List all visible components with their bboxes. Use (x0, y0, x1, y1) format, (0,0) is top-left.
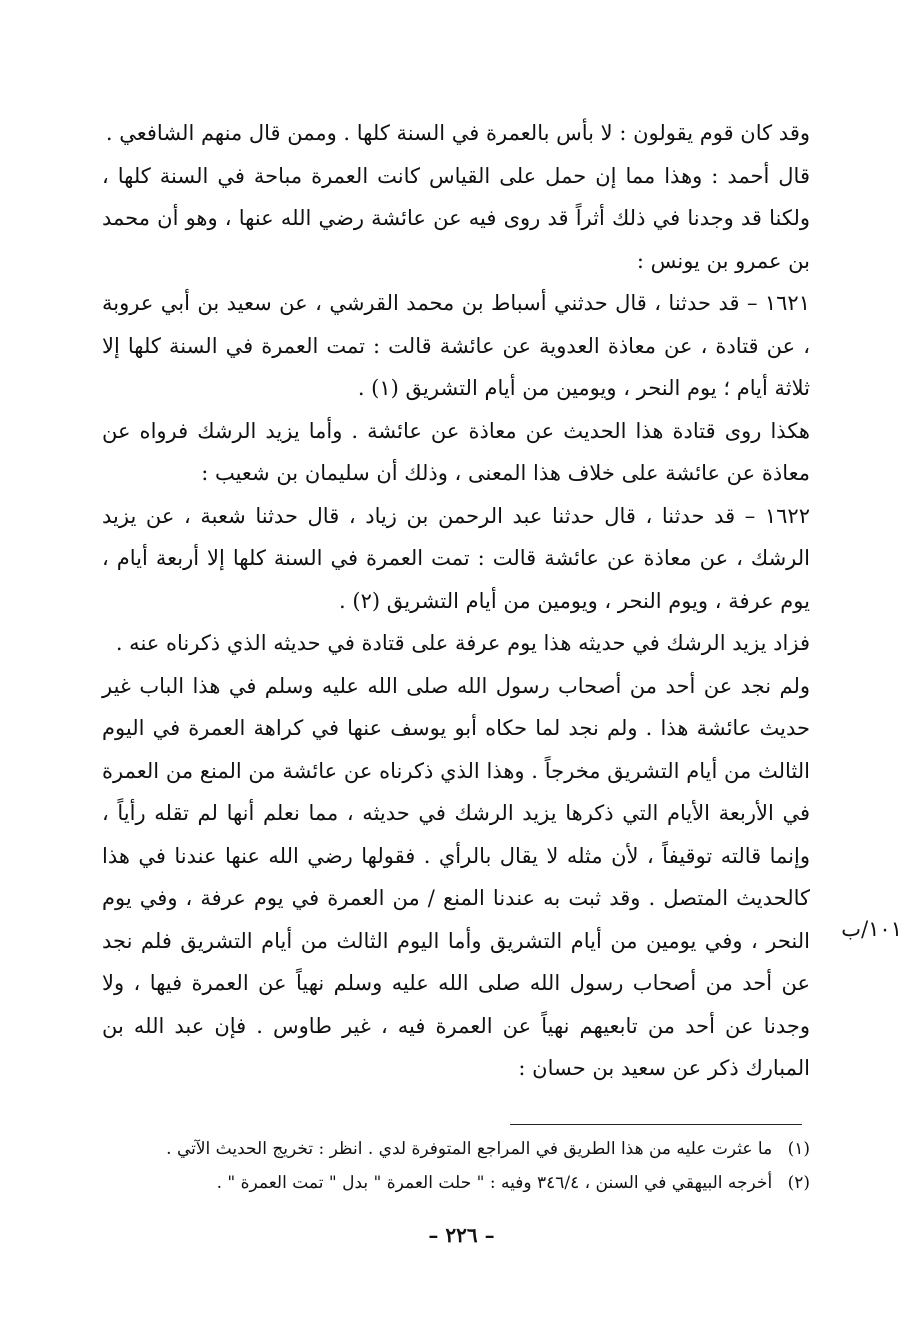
footnotes (102, 1132, 810, 1200)
manuscript-folio-note: ١٠١/ب (841, 917, 902, 941)
paragraph: هكذا روى قتادة هذا الحديث عن معاذة عن عائشة . وأما يزيد الرشك فرواه عن معاذة عن عائشة على خلاف هذا المعنى ، وذلك أن سليمان بن شعيب : (102, 418, 810, 485)
page-number: – ٢٢٦ – (428, 1223, 495, 1247)
footnote-number: (١) (787, 1139, 810, 1159)
footnote-separator (510, 1124, 802, 1125)
footnote-number: (٢) (787, 1173, 810, 1193)
hadith-paragraph: ١٦٢٢ – قد حدثنا ، قال حدثنا عبد الرحمن بن زياد ، قال حدثنا شعبة ، عن يزيد الرشك ، عن معاذة عن عائشة قالت : تمت العمرة في السنة كلها إلا أربعة أيام ، يوم عرفة ، ويوم النحر ، ويومين من أيام التشريق (٢) . (102, 503, 810, 613)
footnote (102, 1166, 810, 1200)
paragraph: وقد كان قوم يقولون : لا بأس بالعمرة في السنة كلها . وممن قال منهم الشافعي . (105, 121, 810, 145)
footnote (102, 1132, 810, 1166)
footnote-text: ما عثرت عليه من هذا الطريق في المراجع المتوفرة لدي . انظر : تخريج الحديث الآتي . (166, 1139, 773, 1159)
hadith-paragraph: ١٦٢١ – قد حدثنا ، قال حدثني أسباط بن محمد القرشي ، عن سعيد بن أبي عروبة ، عن قتادة ، عن معاذة العدوية عن عائشة قالت : تمت العمرة في السنة كلها إلا ثلاثة أيام ؛ يوم النحر ، ويومين من أيام التشريق (١) . (102, 291, 810, 400)
main-text (102, 112, 810, 1090)
footnote-text: أخرجه البيهقي في السنن ، ٣٤٦/٤ وفيه : " حلت العمرة " بدل " تمت العمرة " . (216, 1173, 773, 1193)
paragraph: قال أحمد : وهذا مما إن حمل على القياس كانت العمرة مباحة في السنة كلها ، ولكنا قد وجدنا في ذلك أثراً قد روى فيه عن عائشة رضي الله عنها ، وهو أن محمد بن عمرو بن يونس : (102, 163, 810, 273)
paragraph: فزاد يزيد الرشك في حديثه هذا يوم عرفة على قتادة في حديثه الذي ذكرناه عنه . (115, 631, 810, 655)
paragraph: ولم نجد عن أحد من أصحاب رسول الله صلى الله عليه وسلم في هذا الباب غير حديث عائشة هذا . ولم نجد لما حكاه أبو يوسف عنها في كراهة العمرة في اليوم الثالث من أيام التشريق مخرجاً . وهذا الذي ذكرناه عن عائشة من المنع من العمرة في الأربعة الأيام التي ذكرها يزيد الرشك في حديثه ، مما نعلم أنها لم تقله رأياً ، وإنما قالته توقيفاً ، لأن مثله لا يقال بالرأي . فقولها رضي الله عنها عندنا في هذا كالحديث المتصل . وقد ثبت به عندنا المنع / من العمرة في يوم عرفة ، وفي يوم النحر ، وفي يومين من أيام التشريق وأما اليوم الثالث من أيام التشريق فلم نجد عن أحد من أصحاب رسول الله صلى الله عليه وسلم نهياً عن العمرة فيها ، ولا وجدنا عن أحد من تابعيهم نهياً عن العمرة فيه ، غير طاوس . فإن عبد الله بن المبارك ذكر عن سعيد بن حسان : (102, 673, 810, 1080)
